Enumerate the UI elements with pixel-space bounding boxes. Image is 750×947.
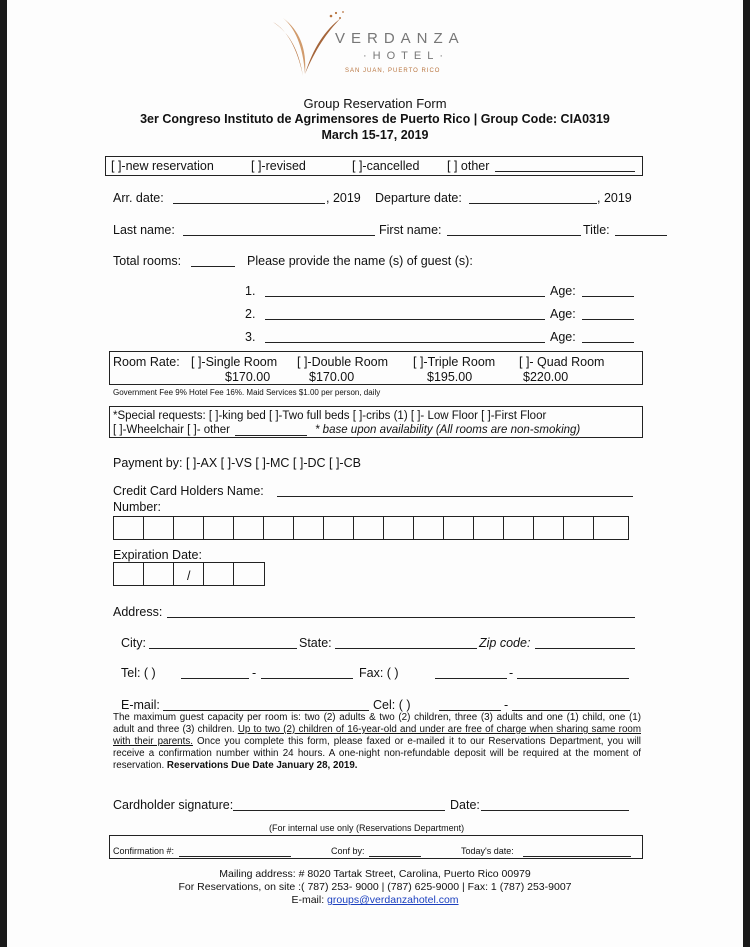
triple-room-price: $195.00 — [427, 370, 473, 384]
fax-field-a[interactable] — [435, 666, 507, 679]
special-requests-line2[interactable]: [ ]-Wheelchair [ ]- other — [113, 424, 230, 436]
title-field[interactable] — [615, 223, 667, 236]
age-label: Age: — [550, 307, 576, 321]
departure-date-field[interactable] — [469, 191, 597, 204]
special-other-field[interactable] — [235, 424, 307, 436]
email-label: E-mail: — [121, 698, 160, 712]
total-rooms-field[interactable] — [191, 254, 235, 267]
zip-label: Zip code: — [479, 636, 531, 650]
arr-year: , 2019 — [326, 191, 361, 205]
policy-capacity: The maximum guest capacity per room is: two (2) adults & two (2) children, three (3) adults and one (1) child, one (1) adult and three (3) children. — [113, 712, 641, 735]
cel-field-b[interactable] — [512, 698, 630, 711]
age-field[interactable] — [582, 284, 634, 297]
quad-room-price: $220.00 — [523, 370, 569, 384]
signature-date-field[interactable] — [481, 798, 629, 811]
footer-email-line — [7, 894, 743, 906]
card-holder-label: Credit Card Holders Name: — [113, 484, 264, 498]
signature-date-label: Date: — [450, 798, 480, 812]
age-label: Age: — [550, 330, 576, 344]
last-name-field[interactable] — [183, 223, 375, 236]
title-label: Title: — [583, 223, 610, 237]
other-checkbox[interactable]: [ ] other — [447, 159, 490, 173]
cancelled-checkbox[interactable]: [ ]-cancelled — [352, 159, 420, 173]
guest-name-field[interactable] — [265, 330, 545, 343]
double-room-checkbox[interactable]: [ ]-Double Room — [297, 355, 389, 369]
age-field[interactable] — [582, 330, 634, 343]
card-number-boxes[interactable] — [113, 516, 629, 540]
new-reservation-checkbox[interactable]: [ ]-new reservation — [111, 159, 214, 173]
guest-names-prompt: Please provide the name (s) of guest (s): — [247, 254, 473, 268]
policy-children: Up to two (2) children of 16-year-old and under are free of charge when sharing same room with their parents. — [113, 724, 641, 747]
brand-name: VERDANZA — [335, 30, 465, 47]
special-requests-line1[interactable]: *Special requests: [ ]-king bed [ ]-Two full beds [ ]-cribs (1) [ ]- Low Floor [ ]-First Floor — [113, 410, 547, 422]
card-holder-field[interactable] — [277, 484, 633, 497]
cel-label: Cel: ( ) — [373, 698, 411, 712]
state-field[interactable] — [335, 636, 477, 649]
city-field[interactable] — [149, 636, 297, 649]
triple-room-checkbox[interactable]: [ ]-Triple Room — [413, 355, 496, 369]
dep-year: , 2019 — [597, 191, 632, 205]
payment-methods[interactable]: Payment by: [ ]-AX [ ]-VS [ ]-MC [ ]-DC [ ]-CB — [113, 456, 361, 470]
tel-field-a[interactable] — [181, 666, 249, 679]
email-field[interactable] — [163, 698, 369, 711]
guest-name-field[interactable] — [265, 307, 545, 320]
room-rate-label: Room Rate: — [113, 355, 180, 369]
guest-number: 3. — [245, 330, 256, 344]
policy-confirmation: Once you complete this form, please faxed or e-mailed it to our Reservations Department, you will receive a confirmation number within 24 hours. A one-night non-refundable deposit will be required at the moment of reservation. — [113, 736, 641, 771]
cel-field-a[interactable] — [439, 698, 501, 711]
guest-number: 2. — [245, 307, 256, 321]
first-name-label: First name: — [379, 223, 442, 237]
address-field[interactable] — [167, 605, 635, 618]
tel-field-b[interactable] — [261, 666, 353, 679]
guest-name-field[interactable] — [265, 284, 545, 297]
address-label: Address: — [113, 605, 163, 619]
mailing-address: Mailing address: # 8020 Tartak Street, Carolina, Puerto Rico 00979 — [219, 868, 531, 880]
zip-field[interactable] — [535, 636, 635, 649]
form-title: Group Reservation Form — [303, 96, 447, 111]
age-label: Age: — [550, 284, 576, 298]
total-rooms-label: Total rooms: — [113, 254, 182, 268]
todays-date-field[interactable] — [523, 846, 631, 857]
cardholder-signature-label: Cardholder signature: — [113, 798, 234, 812]
policy-due-date: Reservations Due Date January 28, 2019. — [166, 760, 358, 771]
event-line: 3er Congreso Instituto de Agrimensores de Puerto Rico | Group Code: CIA0319 — [140, 112, 610, 126]
internal-use-note: (For internal use only (Reservations Department) — [269, 823, 465, 833]
form-page — [7, 0, 743, 947]
first-name-field[interactable] — [447, 223, 581, 236]
expiration-slash: / — [187, 569, 191, 583]
fees-note: Government Fee 9% Hotel Fee 16%. Maid Services $1.00 per person, daily — [113, 388, 381, 397]
single-room-price: $170.00 — [225, 370, 271, 384]
tel-dash: - — [252, 666, 257, 680]
last-name-label: Last name: — [113, 223, 175, 237]
state-label: State: — [299, 636, 332, 650]
fax-dash: - — [509, 666, 514, 680]
brand-location: SAN JUAN, PUERTO RICO — [345, 68, 441, 74]
cardholder-signature-field[interactable] — [233, 798, 445, 811]
fax-label: Fax: ( ) — [359, 666, 399, 680]
arr-date-field[interactable] — [173, 191, 325, 204]
single-room-checkbox[interactable]: [ ]-Single Room — [191, 355, 278, 369]
expiration-label: Expiration Date: — [113, 548, 202, 562]
reservation-phones: For Reservations, on site :( 787) 253- 9000 | (787) 625-9000 | Fax: 1 (787) 253-9007 — [178, 881, 572, 893]
age-field[interactable] — [582, 307, 634, 320]
tel-label: Tel: ( ) — [121, 666, 156, 680]
availability-note: * base upon availability (All rooms are non-smoking) — [315, 424, 581, 436]
footer-email-link[interactable]: groups@verdanzahotel.com — [327, 894, 459, 906]
footer-email-label: E-mail: — [291, 894, 325, 906]
arr-date-label: Arr. date: — [113, 191, 164, 205]
cel-dash: - — [504, 698, 509, 712]
quad-room-checkbox[interactable]: [ ]- Quad Room — [519, 355, 605, 369]
conf-by-field[interactable] — [369, 846, 421, 857]
confirmation-field[interactable] — [179, 846, 291, 857]
event-dates: March 15-17, 2019 — [321, 128, 429, 142]
confirmation-label: Confirmation #: — [113, 846, 175, 856]
other-field[interactable] — [495, 159, 635, 172]
policy-text — [113, 712, 641, 772]
card-number-label: Number: — [113, 500, 161, 514]
conf-by-label: Conf by: — [331, 846, 365, 856]
departure-date-label: Departure date: — [375, 191, 462, 205]
todays-date-label: Today's date: — [461, 846, 514, 856]
double-room-price: $170.00 — [309, 370, 355, 384]
fax-field-b[interactable] — [517, 666, 629, 679]
brand-sub: ·HOTEL· — [363, 50, 449, 62]
guest-number: 1. — [245, 284, 256, 298]
city-label: City: — [121, 636, 146, 650]
revised-checkbox[interactable]: [ ]-revised — [251, 159, 306, 173]
